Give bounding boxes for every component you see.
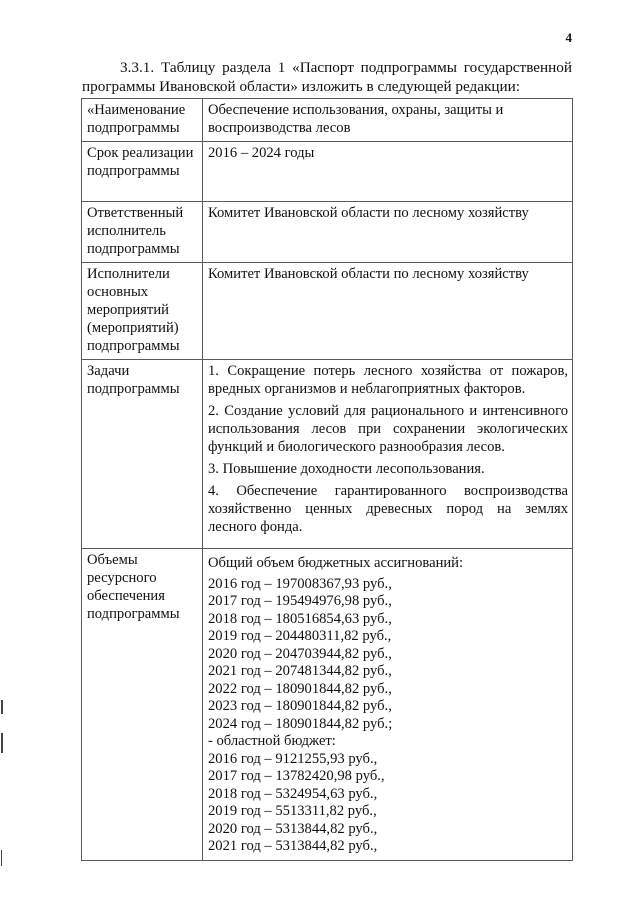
regional-line: 2018 год – 5324954,63 руб.,: [208, 785, 378, 802]
table-row-responsible: [82, 202, 573, 263]
scan-edge-mark: [1, 733, 3, 753]
table-row-tasks: [82, 360, 573, 549]
row-value: 2016 – 2024 годы: [203, 142, 573, 202]
funding-line: 2019 год – 204480311,82 руб.,: [208, 628, 392, 644]
table-row-resources: [82, 549, 573, 861]
regional-line: 2020 год – 5313844,82 руб.,: [208, 820, 378, 837]
table-row-name: [82, 99, 573, 142]
regional-heading: - областной бюджет:: [208, 733, 336, 749]
funding-line: 2021 год – 207481344,82 руб.,: [208, 663, 392, 679]
funding-line: 2018 год – 180516854,63 руб.,: [208, 610, 392, 627]
task-item: 1. Сокращение потерь лесного хозяйства от пожаров, вредных организмов и неблагоприятных факторов.: [208, 363, 568, 397]
row-label: Задачи подпрограммы: [82, 360, 203, 549]
row-value: Комитет Ивановской области по лесному хозяйству: [203, 202, 573, 263]
row-value: Комитет Ивановской области по лесному хозяйству: [203, 263, 573, 360]
funding-line: 2022 год – 180901844,82 руб.,: [208, 680, 392, 697]
row-value: Обеспечение использования, охраны, защиты и воспроизводства лесов: [203, 99, 573, 142]
table-row-executors: [82, 263, 573, 360]
scan-edge-mark: [1, 700, 3, 714]
passport-table: [81, 98, 573, 861]
funding-line: 2023 год – 180901844,82 руб.,: [208, 698, 392, 714]
table-row-period: [82, 142, 573, 202]
row-label: «Наименование подпрограммы: [82, 99, 203, 142]
funding-line: 2024 год – 180901844,82 руб.;: [208, 715, 393, 732]
row-label: Ответственный исполнитель подпрограммы: [82, 202, 203, 263]
row-value: [203, 549, 573, 861]
task-item: 3. Повышение доходности лесопользования.: [208, 461, 485, 477]
task-item: 4. Обеспечение гарантированного воспроизводства хозяйственно ценных древесных пород на землях лесного фонда.: [208, 483, 568, 535]
intro-paragraph: [82, 58, 572, 96]
page-number: 4: [565, 30, 572, 45]
row-label: Объемы ресурсного обеспечения подпрограммы: [82, 549, 203, 861]
regional-line: 2019 год – 5513311,82 руб.,: [208, 803, 377, 819]
funding-line: 2020 год – 204703944,82 руб.,: [208, 645, 392, 662]
regional-line: 2017 год – 13782420,98 руб.,: [208, 768, 385, 784]
intro-text: 3.3.1. Таблицу раздела 1 «Паспорт подпрограммы государственной программы Ивановской области» изложить в следующей редакции:: [82, 59, 572, 95]
funding-line: 2016 год – 197008367,93 руб.,: [208, 575, 392, 592]
scan-edge-mark: [1, 850, 2, 866]
total-heading: Общий объем бюджетных ассигнований:: [208, 555, 464, 571]
row-label: Исполнители основных мероприятий (мероприятий) подпрограммы: [82, 263, 203, 360]
regional-line: 2016 год – 9121255,93 руб.,: [208, 750, 378, 767]
row-value: [203, 360, 573, 549]
regional-line: 2021 год – 5313844,82 руб.,: [208, 838, 378, 854]
row-label: Срок реализации подпрограммы: [82, 142, 203, 202]
task-item: 2. Создание условий для рационального и интенсивного использования лесов при сохранении экологических функций и биологического разнообразия лесов.: [208, 403, 568, 455]
funding-line: 2017 год – 195494976,98 руб.,: [208, 593, 392, 609]
